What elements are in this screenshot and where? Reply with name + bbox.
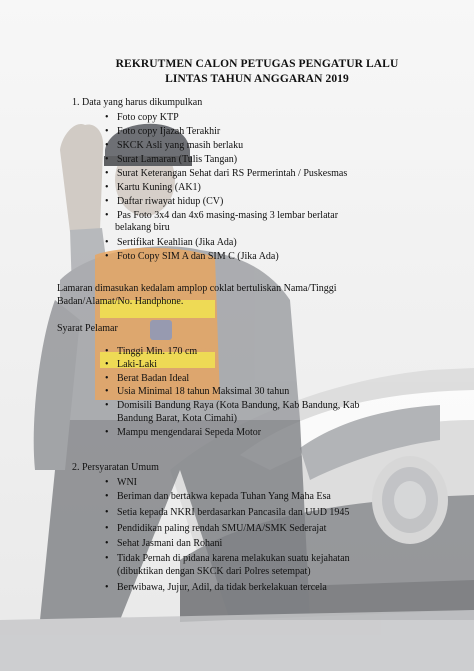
list-item: • Pas Foto 3x4 dan 4x6 masing-masing 3 lembar berlatar [105,210,339,221]
title-line-1: REKRUTMEN CALON PETUGAS PENGATUR LALU [115,58,399,70]
document-title [92,57,422,87]
list-item: • Beriman dan bertakwa kepada Tuhan Yang Maha Esa [105,491,331,502]
section1-heading: 1. Data yang harus dikumpulkan [72,97,203,108]
syarat-heading: Syarat Pelamar [57,323,118,334]
list-item: • Setia kepada NKRI berdasarkan Pancasila dan UUD 1945 [105,507,350,518]
list-item: • Mampu mengendarai Sepeda Motor [105,427,262,438]
list-item-continuation: belakang biru [115,222,170,233]
list-item: • Foto Copy SIM A dan SIM C (Jika Ada) [105,251,279,262]
list-item: • Tinggi Min. 170 cm [105,346,198,357]
list-item: • Laki-Laki [105,359,157,370]
list-item: • Kartu Kuning (AK1) [105,182,201,193]
list-item: • Sehat Jasmani dan Rohani [105,538,223,549]
list-item: • SKCK Asli yang masih berlaku [105,140,244,151]
list-item: • Berwibawa, Jujur, Adil, da tidak berkelakuan tercela [105,582,327,593]
list-item: • Surat Keterangan Sehat dari RS Permerintah / Puskesmas [105,168,348,179]
list-item: • Foto copy Ijazah Terakhir [105,126,221,137]
list-item: • Foto copy KTP [105,112,179,123]
list-item-continuation: (dibuktikan dengan SKCK dari Polres setempat) [117,566,311,577]
list-item: • Sertifikat Keahlian (Jika Ada) [105,237,237,248]
note-line-2: Badan/Alamat/No. Handphone. [57,296,184,307]
title-line-2: LINTAS TAHUN ANGGARAN 2019 [165,73,349,85]
list-item: • Tidak Pernah di pidana karena melakukan suatu kejahatan [105,553,350,564]
note-line-1: Lamaran dimasukan kedalam amplop coklat bertuliskan Nama/Tinggi [57,283,337,294]
section2-heading: 2. Persyaratan Umum [72,462,159,473]
list-item: • Usia Minimal 18 tahun Maksimal 30 tahun [105,386,290,397]
list-item: • Domisili Bandung Raya (Kota Bandung, Kab Bandung, Kab [105,400,360,411]
list-item: • WNI [105,477,137,488]
list-item: • Berat Badan Ideal [105,373,190,384]
list-item: • Daftar riwayat hidup (CV) [105,196,224,207]
list-item: • Surat Lamaran (Tulis Tangan) [105,154,238,165]
list-item-continuation: Bandung Barat, Kota Cimahi) [117,413,237,424]
list-item: • Pendidikan paling rendah SMU/MA/SMK Sederajat [105,523,327,534]
